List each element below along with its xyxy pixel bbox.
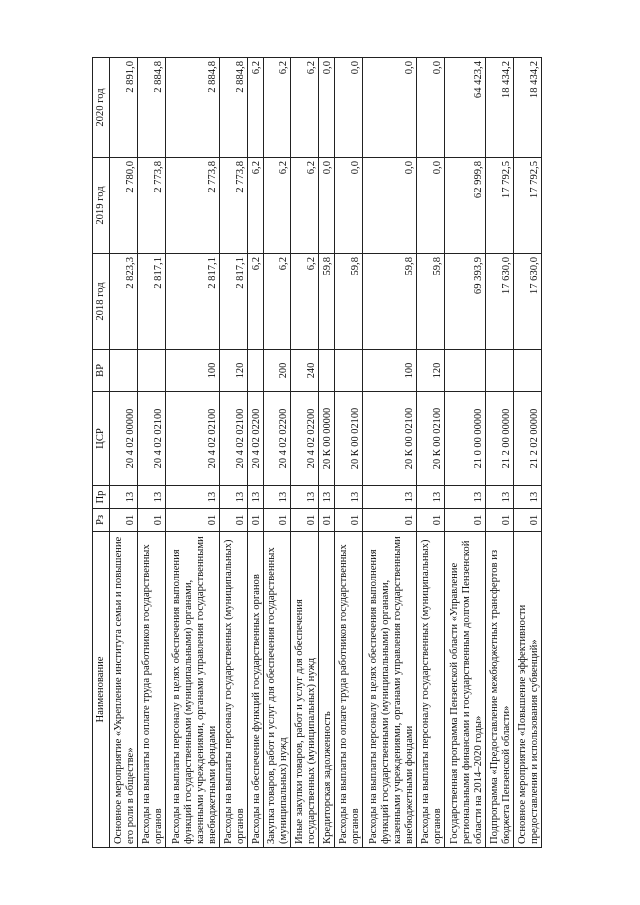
cell-name: Государственная программа Пензенской области «Управление региональными финансами и государственным долгом Пензенской области на 2014–2020 годы» bbox=[445, 532, 486, 848]
cell-pr: 13 bbox=[486, 486, 514, 509]
cell-vr: 100 bbox=[362, 350, 417, 392]
table-row bbox=[486, 58, 514, 848]
cell-2018: 17 630,0 bbox=[486, 254, 514, 350]
cell-2020: 2 884,8 bbox=[137, 58, 165, 158]
table-body bbox=[110, 58, 542, 848]
cell-name: Расходы на выплаты персоналу в целях обеспечения выполнения функций государственными (муниципальными) органами, казенными учреждениями, органами управления государственными внебюджетными фондами bbox=[165, 532, 220, 848]
cell-csr: 21 0 00 00000 bbox=[445, 392, 486, 486]
cell-name: Кредиторская задолженность bbox=[319, 532, 335, 848]
table-row bbox=[248, 58, 264, 848]
cell-vr bbox=[445, 350, 486, 392]
cell-csr: 20 4 02 00000 bbox=[110, 392, 138, 486]
rotated-table-wrapper bbox=[92, 58, 542, 848]
cell-rz: 01 bbox=[110, 509, 138, 532]
cell-pr: 13 bbox=[137, 486, 165, 509]
cell-rz: 01 bbox=[263, 509, 291, 532]
cell-2018: 2 823,3 bbox=[110, 254, 138, 350]
cell-2019: 17 792,5 bbox=[514, 158, 542, 254]
cell-2018: 6,2 bbox=[263, 254, 291, 350]
cell-csr: 20 К 00 02100 bbox=[362, 392, 417, 486]
cell-csr: 20 4 02 02200 bbox=[263, 392, 291, 486]
cell-rz: 01 bbox=[486, 509, 514, 532]
cell-pr: 13 bbox=[319, 486, 335, 509]
cell-2018: 2 817,1 bbox=[220, 254, 248, 350]
cell-pr: 13 bbox=[445, 486, 486, 509]
cell-pr: 13 bbox=[220, 486, 248, 509]
cell-vr bbox=[334, 350, 362, 392]
cell-vr: 120 bbox=[220, 350, 248, 392]
cell-name: Основное мероприятие «Повышение эффективности предоставления и использования субвенций» bbox=[514, 532, 542, 848]
cell-2019: 0,0 bbox=[362, 158, 417, 254]
cell-2019: 62 999,8 bbox=[445, 158, 486, 254]
cell-2019: 17 792,5 bbox=[486, 158, 514, 254]
table-row bbox=[445, 58, 486, 848]
cell-csr: 20 4 02 02200 bbox=[248, 392, 264, 486]
cell-pr: 13 bbox=[334, 486, 362, 509]
cell-pr: 13 bbox=[110, 486, 138, 509]
cell-pr: 13 bbox=[263, 486, 291, 509]
cell-2020: 2 884,8 bbox=[220, 58, 248, 158]
cell-rz: 01 bbox=[334, 509, 362, 532]
table-header-row bbox=[93, 58, 110, 848]
cell-2018: 59,8 bbox=[334, 254, 362, 350]
cell-2019: 0,0 bbox=[334, 158, 362, 254]
cell-rz: 01 bbox=[220, 509, 248, 532]
cell-2020: 0,0 bbox=[319, 58, 335, 158]
cell-rz: 01 bbox=[362, 509, 417, 532]
cell-2019: 0,0 bbox=[417, 158, 445, 254]
cell-2020: 0,0 bbox=[334, 58, 362, 158]
cell-name: Расходы на выплаты по оплате труда работников государственных органов bbox=[137, 532, 165, 848]
table-row bbox=[417, 58, 445, 848]
cell-2020: 6,2 bbox=[263, 58, 291, 158]
page-number bbox=[13, 0, 28, 97]
cell-pr: 13 bbox=[362, 486, 417, 509]
cell-2018: 6,2 bbox=[248, 254, 264, 350]
header-2020: 2020 год bbox=[93, 58, 110, 158]
cell-rz: 01 bbox=[291, 509, 319, 532]
header-csr: ЦСР bbox=[93, 392, 110, 486]
cell-2018: 2 817,1 bbox=[137, 254, 165, 350]
cell-2018: 17 630,0 bbox=[514, 254, 542, 350]
header-vr: ВР bbox=[93, 350, 110, 392]
cell-2019: 0,0 bbox=[319, 158, 335, 254]
cell-2019: 6,2 bbox=[291, 158, 319, 254]
cell-rz: 01 bbox=[165, 509, 220, 532]
cell-2020: 2 891,0 bbox=[110, 58, 138, 158]
cell-csr: 20 К 00 02100 bbox=[417, 392, 445, 486]
cell-csr: 20 К 00 00000 bbox=[319, 392, 335, 486]
cell-name: Расходы на выплаты по оплате труда работников государственных органов bbox=[334, 532, 362, 848]
cell-rz: 01 bbox=[445, 509, 486, 532]
cell-vr bbox=[137, 350, 165, 392]
cell-2020: 0,0 bbox=[362, 58, 417, 158]
cell-name: Расходы на выплаты персоналу государственных (муниципальных) органов bbox=[220, 532, 248, 848]
cell-csr: 20 4 02 02100 bbox=[137, 392, 165, 486]
cell-vr bbox=[319, 350, 335, 392]
cell-name: Расходы на выплаты персоналу в целях обеспечения выполнения функций государственными (муниципальными) органами, казенными учреждениями, органами управления государственными внебюджетными фондами bbox=[362, 532, 417, 848]
header-pr: Пр bbox=[93, 486, 110, 509]
cell-rz: 01 bbox=[248, 509, 264, 532]
table-row bbox=[362, 58, 417, 848]
cell-name: Закупка товаров, работ и услуг для обеспечения государственных (муниципальных) нужд bbox=[263, 532, 291, 848]
cell-csr: 20 4 02 02200 bbox=[291, 392, 319, 486]
cell-2018: 2 817,1 bbox=[165, 254, 220, 350]
cell-csr: 21 2 00 00000 bbox=[486, 392, 514, 486]
cell-2019: 2 773,8 bbox=[137, 158, 165, 254]
table-row bbox=[334, 58, 362, 848]
cell-csr: 21 2 02 00000 bbox=[514, 392, 542, 486]
table-row bbox=[319, 58, 335, 848]
table-row bbox=[291, 58, 319, 848]
cell-2019: 6,2 bbox=[263, 158, 291, 254]
cell-2018: 59,8 bbox=[417, 254, 445, 350]
table-row bbox=[220, 58, 248, 848]
cell-rz: 01 bbox=[319, 509, 335, 532]
cell-2019: 2 773,8 bbox=[165, 158, 220, 254]
cell-name: Основное мероприятие «Укрепление института семьи и повышение его роли в обществе» bbox=[110, 532, 138, 848]
cell-name: Расходы на обеспечение функций государственных органов bbox=[248, 532, 264, 848]
cell-2018: 69 393,9 bbox=[445, 254, 486, 350]
budget-table bbox=[92, 57, 542, 848]
cell-rz: 01 bbox=[514, 509, 542, 532]
cell-2020: 6,2 bbox=[248, 58, 264, 158]
cell-2020: 2 884,8 bbox=[165, 58, 220, 158]
cell-csr: 20 4 02 02100 bbox=[220, 392, 248, 486]
header-rz: Рз bbox=[93, 509, 110, 532]
cell-vr bbox=[110, 350, 138, 392]
cell-vr: 120 bbox=[417, 350, 445, 392]
table-row bbox=[165, 58, 220, 848]
cell-2020: 18 434,2 bbox=[486, 58, 514, 158]
cell-2018: 59,8 bbox=[362, 254, 417, 350]
cell-2020: 6,2 bbox=[291, 58, 319, 158]
cell-pr: 13 bbox=[248, 486, 264, 509]
table-row bbox=[137, 58, 165, 848]
cell-2020: 18 434,2 bbox=[514, 58, 542, 158]
cell-pr: 13 bbox=[417, 486, 445, 509]
cell-2020: 0,0 bbox=[417, 58, 445, 158]
cell-2018: 59,8 bbox=[319, 254, 335, 350]
cell-csr: 20 4 02 02100 bbox=[165, 392, 220, 486]
cell-vr bbox=[486, 350, 514, 392]
cell-name: Расходы на выплаты персоналу государственных (муниципальных) органов bbox=[417, 532, 445, 848]
header-name: Наименование bbox=[93, 532, 110, 848]
cell-rz: 01 bbox=[137, 509, 165, 532]
cell-2018: 6,2 bbox=[291, 254, 319, 350]
table-row bbox=[514, 58, 542, 848]
cell-pr: 13 bbox=[514, 486, 542, 509]
cell-2019: 2 780,0 bbox=[110, 158, 138, 254]
cell-vr bbox=[248, 350, 264, 392]
cell-rz: 01 bbox=[417, 509, 445, 532]
cell-name: Иные закупки товаров, работ и услуг для обеспечения государственных (муниципальных) нужд bbox=[291, 532, 319, 848]
table-row bbox=[263, 58, 291, 848]
header-2019: 2019 год bbox=[93, 158, 110, 254]
cell-name: Подпрограмма «Предоставление межбюджетных трансфертов из бюджета Пензенской области» bbox=[486, 532, 514, 848]
cell-2019: 2 773,8 bbox=[220, 158, 248, 254]
cell-vr bbox=[514, 350, 542, 392]
cell-vr: 100 bbox=[165, 350, 220, 392]
cell-2019: 6,2 bbox=[248, 158, 264, 254]
header-2018: 2018 год bbox=[93, 254, 110, 350]
cell-vr: 240 bbox=[291, 350, 319, 392]
table-row bbox=[110, 58, 138, 848]
cell-csr: 20 К 00 02100 bbox=[334, 392, 362, 486]
cell-pr: 13 bbox=[165, 486, 220, 509]
cell-pr: 13 bbox=[291, 486, 319, 509]
cell-2020: 64 423,4 bbox=[445, 58, 486, 158]
cell-vr: 200 bbox=[263, 350, 291, 392]
